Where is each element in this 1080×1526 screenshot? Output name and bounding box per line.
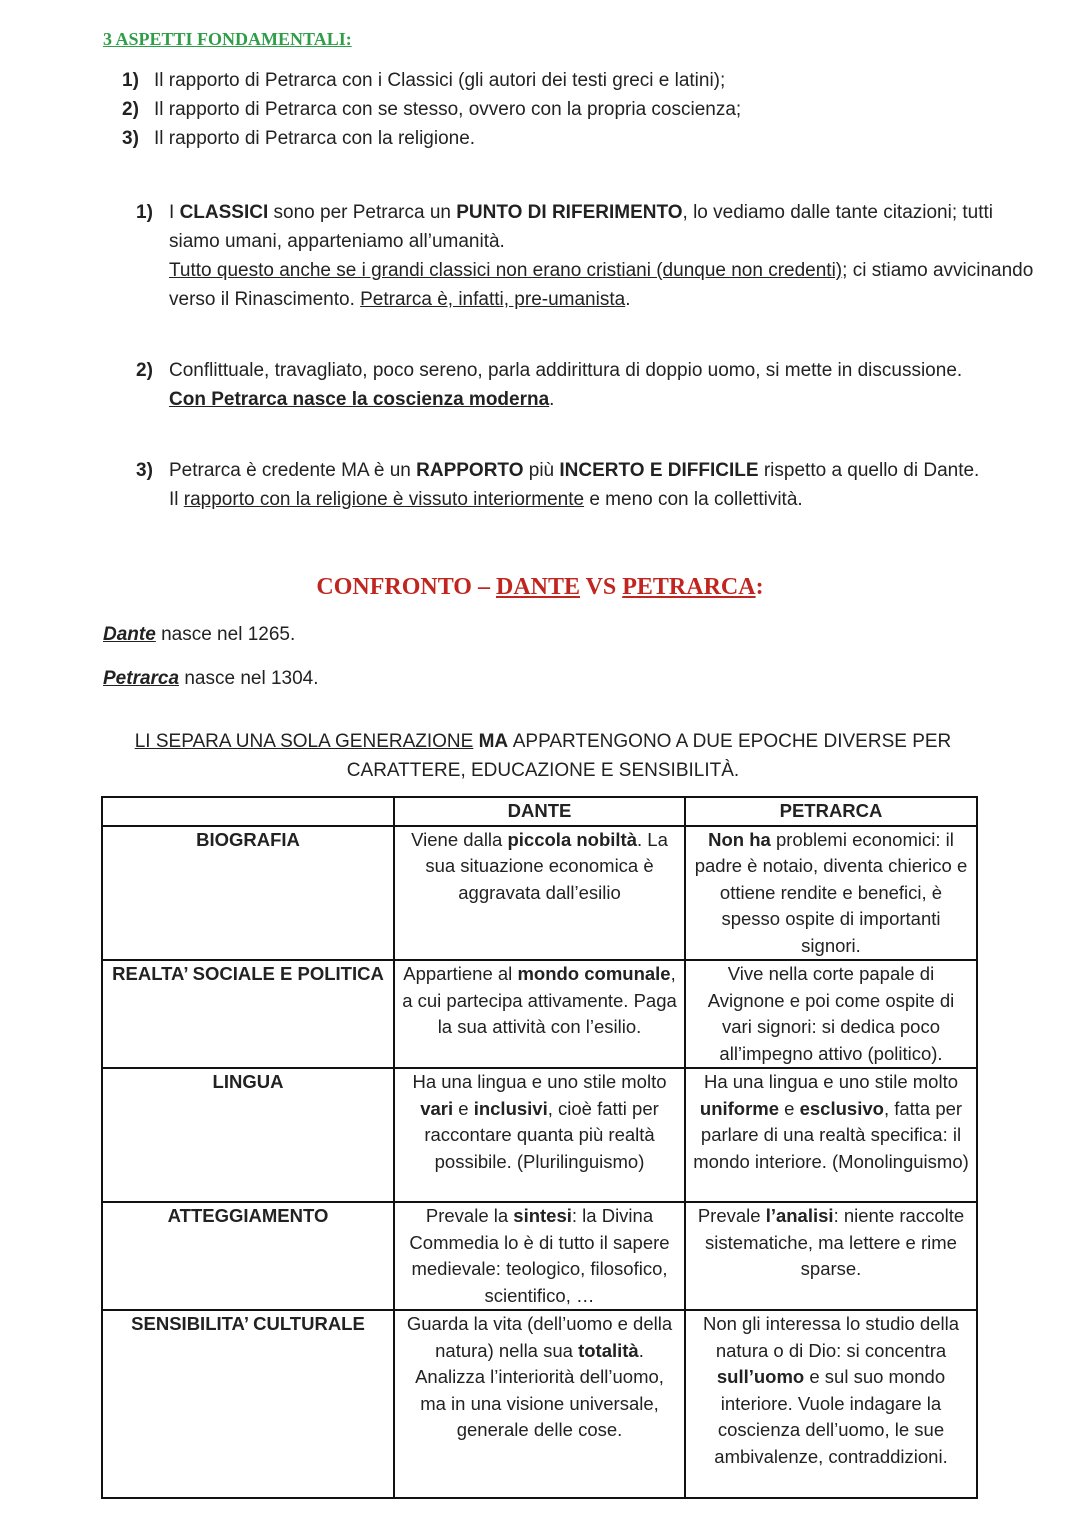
dante-cell: Viene dalla piccola nobiltà. La sua situazione economica è aggravata dall’esilio [394, 826, 685, 961]
row-label: REALTA’ SOCIALE E POLITICA [102, 960, 394, 1068]
header-dante: DANTE [394, 797, 685, 826]
header-empty [102, 797, 394, 826]
list-item: 3) Il rapporto di Petrarca con la religione. [122, 128, 476, 149]
petrarca-birth: Petrarca nasce nel 1304. [103, 668, 319, 689]
paragraph-classici: 1) I CLASSICI sono per Petrarca un PUNTO DI RIFERIMENTO, lo vediamo dalle tante citazioni; tutti siamo umani, apparteniamo all’umanità. Tutto questo anche se i grandi classici non erano cristiani (dunque non credenti); ci stiamo avvicinando verso il Rinascimento. Petrarca è, infatti, pre-umanista. [136, 202, 1034, 310]
row-label: LINGUA [102, 1068, 394, 1202]
table-row [102, 960, 977, 1068]
table-row [102, 1068, 977, 1202]
comparison-table [101, 796, 978, 1499]
row-label: BIOGRAFIA [102, 826, 394, 961]
row-label: ATTEGGIAMENTO [102, 1202, 394, 1310]
section-title: 3 ASPETTI FONDAMENTALI: [103, 29, 352, 49]
dante-cell: Guarda la vita (dell’uomo e della natura) nella sua totalità. Analizza l’interiorità dell’uomo, ma in una visione universale, generale delle cose. [394, 1310, 685, 1498]
table-header-row [102, 797, 977, 826]
petrarca-cell: Non ha problemi economici: il padre è notaio, diventa chierico e ottiene rendite e benefici, è spesso ospite di importanti signori. [685, 826, 977, 961]
dante-birth: Dante nasce nel 1265. [103, 624, 296, 645]
dante-cell: Prevale la sintesi: la Divina Commedia lo è di tutto il sapere medievale: teologico, filosofico, scientifico, … [394, 1202, 685, 1310]
petrarca-cell: Prevale l’analisi: niente raccolte sistematiche, ma lettere e rime sparse. [685, 1202, 977, 1310]
list-item: 2) Il rapporto di Petrarca con se stesso, ovvero con la propria coscienza; [122, 99, 742, 120]
petrarca-cell: Ha una lingua e uno stile molto uniforme e esclusivo, fatta per parlare di una realtà specifica: il mondo interiore. (Monolinguismo) [685, 1068, 977, 1202]
table-row [102, 1202, 977, 1310]
separator-statement: LI SEPARA UNA SOLA GENERAZIONE MA APPARTENGONO A DUE EPOCHE DIVERSE PER CARATTERE, EDUCAZIONE E SENSIBILITÀ. [134, 731, 952, 781]
table-row [102, 1310, 977, 1498]
header-petrarca: PETRARCA [685, 797, 977, 826]
paragraph-religione: 3) Petrarca è credente MA è un RAPPORTO più INCERTO E DIFFICILE rispetto a quello di Dante. Il rapporto con la religione è vissuto interiormente e meno con la collettività. [136, 460, 980, 510]
paragraph-coscienza: 2) Conflittuale, travagliato, poco sereno, parla addirittura di doppio uomo, si mette in discussione. Con Petrarca nasce la coscienza moderna. [136, 360, 963, 410]
dante-cell: Appartiene al mondo comunale, a cui partecipa attivamente. Paga la sua attività con l’esilio. [394, 960, 685, 1068]
dante-cell: Ha una lingua e uno stile molto vari e inclusivi, cioè fatti per raccontare quanta più realtà possibile. (Plurilinguismo) [394, 1068, 685, 1202]
confronto-title: CONFRONTO – DANTE VS PETRARCA: [316, 574, 764, 600]
petrarca-cell: Non gli interessa lo studio della natura o di Dio: si concentra sull’uomo e sul suo mondo interiore. Vuole indagare la coscienza dell’uomo, le sue ambivalenze, contraddizioni. [685, 1310, 977, 1498]
row-label: SENSIBILITA’ CULTURALE [102, 1310, 394, 1498]
list-item: 1) Il rapporto di Petrarca con i Classici (gli autori dei testi greci e latini); [122, 70, 726, 91]
table-row [102, 826, 977, 961]
petrarca-cell: Vive nella corte papale di Avignone e poi come ospite di vari signori: si dedica poco all’impegno attivo (politico). [685, 960, 977, 1068]
